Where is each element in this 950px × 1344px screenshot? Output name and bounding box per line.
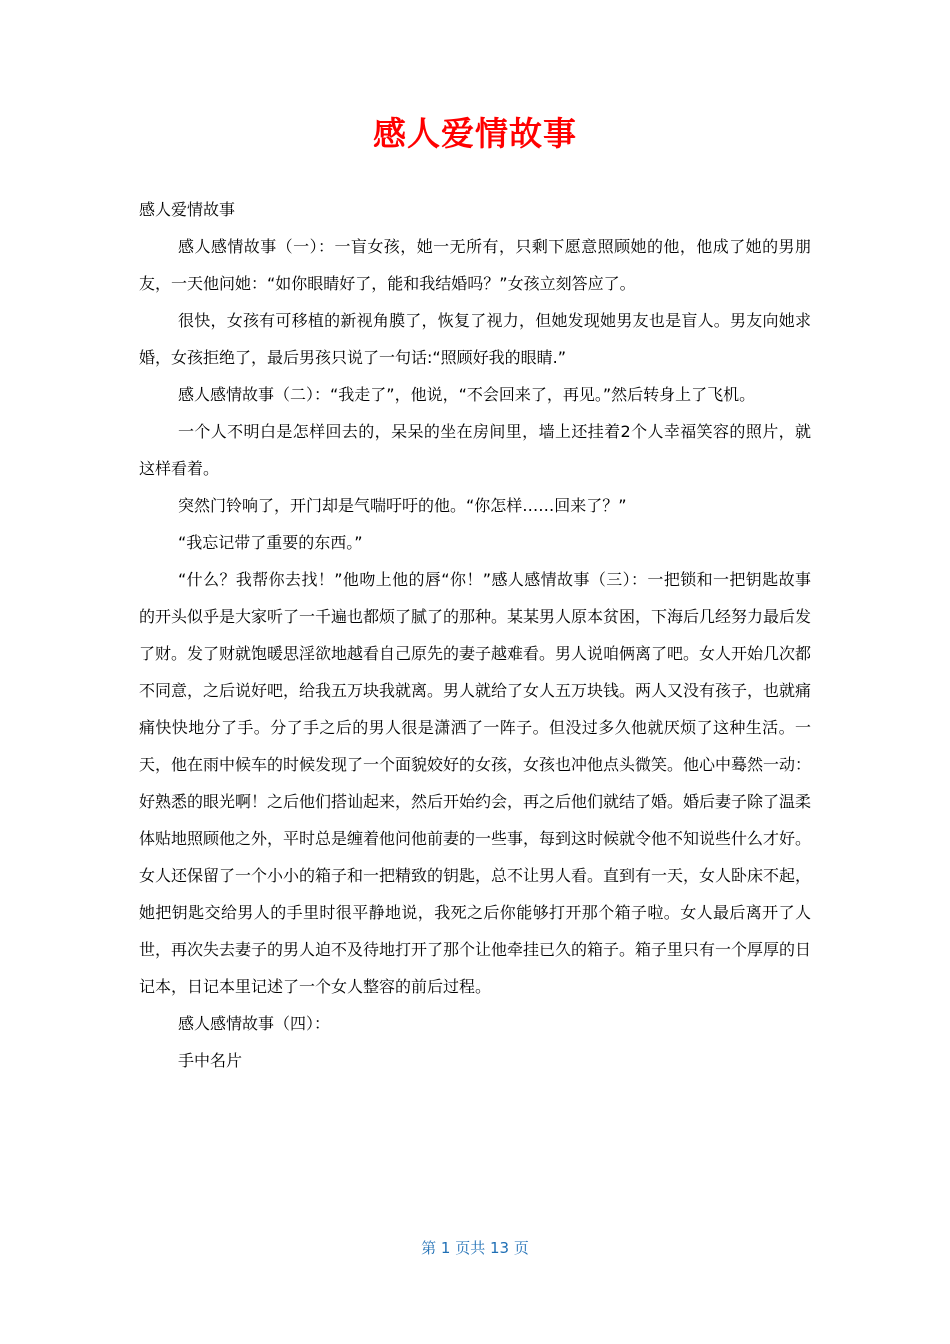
page-number-footer: 第 1 页共 13 页 <box>421 1239 529 1257</box>
paragraph-story-1-intro: 感人感情故事（一）：一盲女孩，她一无所有，只剩下愿意照顾她的他，他成了她的男朋友，一天他问她：“如你眼睛好了，能和我结婚吗？”女孩立刻答应了。 <box>139 237 811 293</box>
paragraph-story-2-forgot: “我忘记带了重要的东西。” <box>178 533 363 552</box>
document-subtitle: 感人爱情故事 <box>139 200 236 219</box>
paragraph-story-2-intro: 感人感情故事（二）：“我走了”，他说，“不会回来了，再见。”然后转身上了飞机。 <box>178 385 756 404</box>
paragraph-story-1-ending: 很快，女孩有可移植的新视角膜了，恢复了视力，但她发现她男友也是盲人。男友向她求婚，女孩拒绝了，最后男孩只说了一句话:“照顾好我的眼睛.” <box>139 311 811 367</box>
paragraph-story-2-doorbell: 突然门铃响了，开门却是气喘吁吁的他。“你怎样……回来了？” <box>178 496 627 515</box>
paragraph-story-4-title: 手中名片 <box>178 1051 243 1070</box>
document-body <box>139 228 811 1079</box>
document-title: 感人爱情故事 <box>373 114 577 153</box>
paragraph-story-3: “什么？我帮你去找！”他吻上他的唇“你！”感人感情故事（三）：一把锁和一把钥匙故事的开头似乎是大家听了一千遍也都烦了腻了的那种。某某男人原本贫困，下海后几经努力最后发了财。发了财就饱暖思淫欲地越看自己原先的妻子越难看。男人说咱俩离了吧。女人开始几次都不同意，之后说好吧，给我五万块我就离。男人就给了女人五万块钱。两人又没有孩子，也就痛痛快快地分了手。分了手之后的男人很是潇洒了一阵子。但没过多久他就厌烦了这种生活。一天，他在雨中候车的时候发现了一个面貌姣好的女孩，女孩也冲他点头微笑。他心中蓦然一动：好熟悉的眼光啊！之后他们搭讪起来，然后开始约会，再之后他们就结了婚。婚后妻子除了温柔体贴地照顾他之外，平时总是缠着他问他前妻的一些事，每到这时候就令他不知说些什么才好。女人还保留了一个小小的箱子和一把精致的钥匙，总不让男人看。直到有一天，女人卧床不起，她把钥匙交给男人的手里时很平静地说，我死之后你能够打开那个箱子啦。女人最后离开了人世，再次失去妻子的男人迫不及待地打开了那个让他牵挂已久的箱子。箱子里只有一个厚厚的日记本，日记本里记述了一个女人整容的前后过程。 <box>139 570 812 996</box>
paragraph-story-4-heading: 感人感情故事（四）： <box>178 1014 331 1033</box>
paragraph-story-2-room: 一个人不明白是怎样回去的，呆呆的坐在房间里，墙上还挂着2个人幸福笑容的照片，就这样看着。 <box>139 422 811 478</box>
